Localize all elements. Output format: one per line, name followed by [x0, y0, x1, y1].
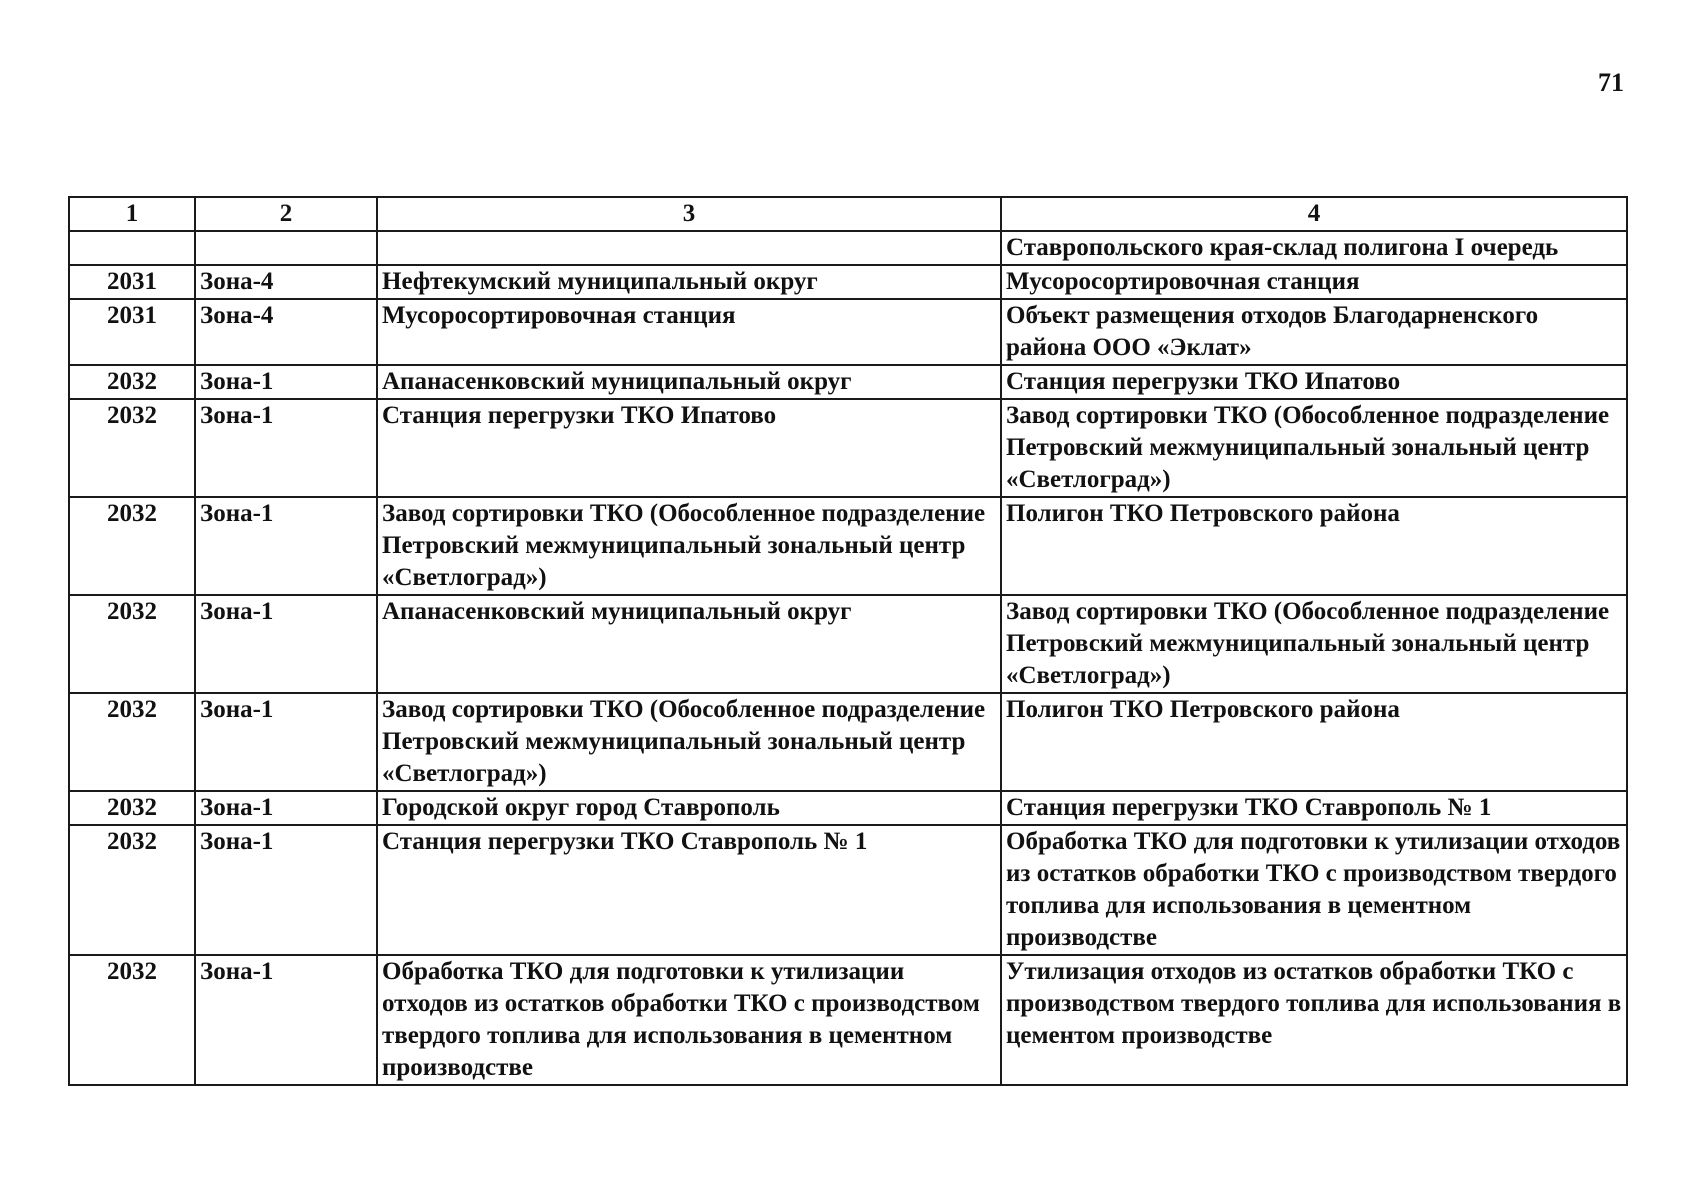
- page-number: 71: [1598, 68, 1624, 97]
- origin-cell: Станция перегрузки ТКО Ставрополь № 1: [377, 825, 1001, 955]
- destination-cell: Объект размещения отходов Благодарненского района ООО «Эклат»: [1001, 299, 1627, 365]
- table-row: [69, 595, 1627, 693]
- zone-cell: Зона-1: [195, 791, 377, 825]
- origin-cell: Мусоросортировочная станция: [377, 299, 1001, 365]
- zone-cell: Зона-1: [195, 825, 377, 955]
- zone-cell: Зона-1: [195, 595, 377, 693]
- origin-cell: Апанасенковский муниципальный округ: [377, 365, 1001, 399]
- destination-cell: Полигон ТКО Петровского района: [1001, 497, 1627, 595]
- origin-cell: Обработка ТКО для подготовки к утилизации отходов из остатков обработки ТКО с производством твердого топлива для использования в цементном производстве: [377, 955, 1001, 1085]
- table-row: [69, 825, 1627, 955]
- table-header-row: [69, 197, 1627, 231]
- destination-cell: Ставропольского края-склад полигона I очередь: [1001, 231, 1627, 265]
- year-cell: 2032: [69, 595, 195, 693]
- origin-cell: Нефтекумский муниципальный округ: [377, 265, 1001, 299]
- zone-cell: Зона-4: [195, 299, 377, 365]
- destination-cell: Завод сортировки ТКО (Обособленное подразделение Петровский межмуниципальный зональный центр «Светлоград»): [1001, 595, 1627, 693]
- column-number-1: 1: [69, 197, 195, 231]
- origin-cell: [377, 231, 1001, 265]
- year-cell: 2032: [69, 693, 195, 791]
- year-cell: 2032: [69, 825, 195, 955]
- zone-cell: Зона-4: [195, 265, 377, 299]
- table-row: [69, 299, 1627, 365]
- year-cell: [69, 231, 195, 265]
- origin-cell: Апанасенковский муниципальный округ: [377, 595, 1001, 693]
- origin-cell: Городской округ город Ставрополь: [377, 791, 1001, 825]
- destination-cell: Утилизация отходов из остатков обработки ТКО с производством твердого топлива для использования в цементом производстве: [1001, 955, 1627, 1085]
- year-cell: 2032: [69, 791, 195, 825]
- destination-cell: Завод сортировки ТКО (Обособленное подразделение Петровский межмуниципальный зональный центр «Светлоград»): [1001, 399, 1627, 497]
- destination-cell: Обработка ТКО для подготовки к утилизации отходов из остатков обработки ТКО с производством твердого топлива для использования в цементном производстве: [1001, 825, 1627, 955]
- zone-cell: Зона-1: [195, 693, 377, 791]
- year-cell: 2032: [69, 399, 195, 497]
- column-number-3: 3: [377, 197, 1001, 231]
- table-row: [69, 497, 1627, 595]
- zone-cell: [195, 231, 377, 265]
- year-cell: 2032: [69, 955, 195, 1085]
- destination-cell: Станция перегрузки ТКО Ипатово: [1001, 365, 1627, 399]
- column-number-4: 4: [1001, 197, 1627, 231]
- destination-cell: Полигон ТКО Петровского района: [1001, 693, 1627, 791]
- zone-cell: Зона-1: [195, 497, 377, 595]
- table-row: [69, 791, 1627, 825]
- origin-cell: Станция перегрузки ТКО Ипатово: [377, 399, 1001, 497]
- year-cell: 2031: [69, 265, 195, 299]
- waste-routing-table: [68, 196, 1628, 1086]
- table-row: [69, 693, 1627, 791]
- table-row: [69, 265, 1627, 299]
- table-row: [69, 399, 1627, 497]
- origin-cell: Завод сортировки ТКО (Обособленное подразделение Петровский межмуниципальный зональный центр «Светлоград»): [377, 693, 1001, 791]
- column-number-2: 2: [195, 197, 377, 231]
- destination-cell: Мусоросортировочная станция: [1001, 265, 1627, 299]
- year-cell: 2032: [69, 365, 195, 399]
- table-row: [69, 231, 1627, 265]
- table-row: [69, 365, 1627, 399]
- table-row: [69, 955, 1627, 1085]
- zone-cell: Зона-1: [195, 399, 377, 497]
- year-cell: 2031: [69, 299, 195, 365]
- year-cell: 2032: [69, 497, 195, 595]
- zone-cell: Зона-1: [195, 955, 377, 1085]
- zone-cell: Зона-1: [195, 365, 377, 399]
- destination-cell: Станция перегрузки ТКО Ставрополь № 1: [1001, 791, 1627, 825]
- origin-cell: Завод сортировки ТКО (Обособленное подразделение Петровский межмуниципальный зональный центр «Светлоград»): [377, 497, 1001, 595]
